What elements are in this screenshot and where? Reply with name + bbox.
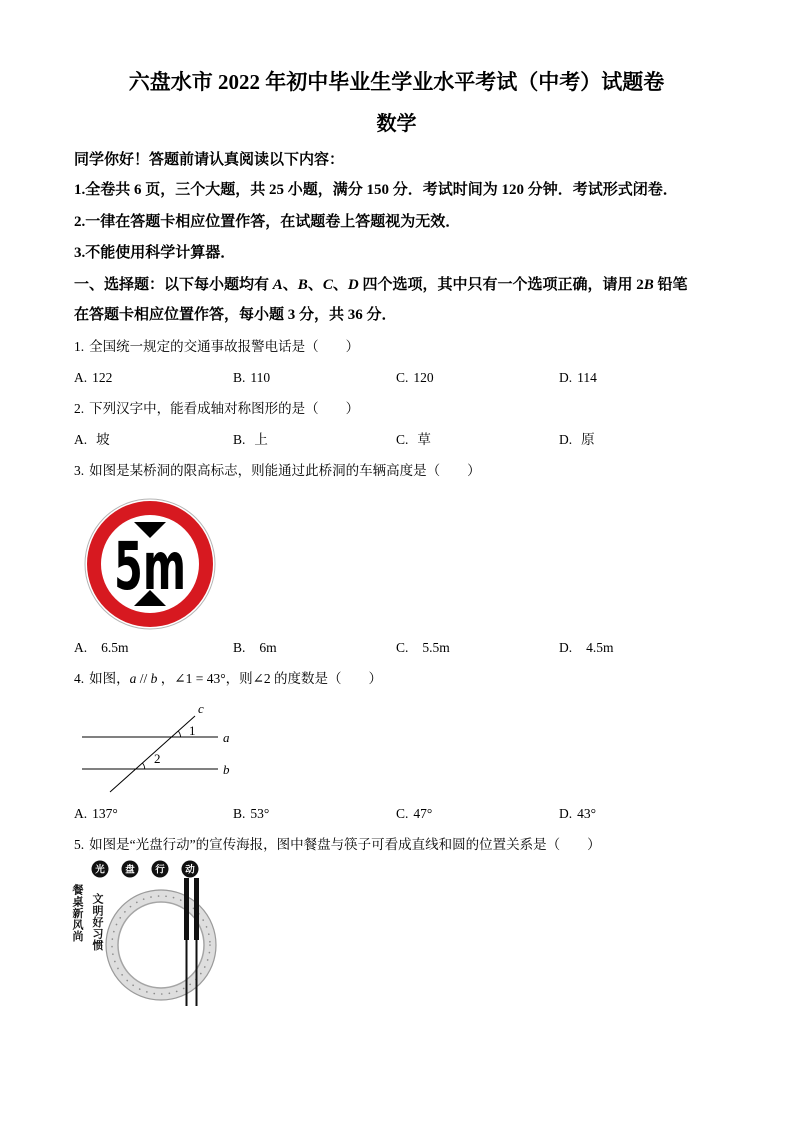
text-segment: 、 <box>282 277 298 293</box>
question-3-option-a <box>74 638 129 658</box>
instruction-item: 1.全卷共 6 页，三个大题，共 25 小题，满分 150 分．考试时间为 120 分钟．考试形式闭卷． <box>74 182 678 198</box>
badge-char: 行 <box>155 864 165 876</box>
question-text: 下列汉字中，能看成轴对称图形的是（ ） <box>89 401 360 416</box>
option-label: A. <box>74 806 88 821</box>
text-segment: 如图， <box>89 671 130 686</box>
question-3-option-b <box>233 638 277 658</box>
question-text <box>89 671 382 686</box>
question-1-option-b <box>233 368 270 388</box>
question-2-option-c <box>396 430 431 450</box>
option-text: 122 <box>92 370 113 385</box>
question-number: 4. <box>74 671 85 686</box>
question-3-stem <box>74 461 481 481</box>
option-label: A. <box>74 370 88 385</box>
question-2-option-d <box>559 430 595 450</box>
option-label: C. <box>396 370 409 385</box>
text-segment: 四个选项，其中只有一个选项正确，请用 2 <box>358 277 644 293</box>
italic-text-segment: b <box>150 671 158 686</box>
option-text: 草 <box>417 432 431 447</box>
option-text: 5.5m <box>422 640 450 655</box>
text-segment: 一、选择题：以下每小题均有 <box>74 277 273 293</box>
option-text: 110 <box>250 370 271 385</box>
option-text: 原 <box>581 432 595 447</box>
option-label: D. <box>559 806 573 821</box>
option-text: 6m <box>259 640 277 655</box>
question-number: 5. <box>74 837 85 852</box>
question-number: 3. <box>74 463 85 478</box>
option-label: C. <box>396 806 409 821</box>
option-label: B. <box>233 640 246 655</box>
option-label: D. <box>559 640 573 655</box>
option-label: D. <box>559 432 573 447</box>
option-text: 43° <box>577 806 597 821</box>
italic-text-segment: a <box>129 671 137 686</box>
question-2-option-a <box>74 430 110 450</box>
italic-text-segment: D <box>347 277 359 293</box>
option-label: C. <box>396 640 409 655</box>
badge-char: 盘 <box>125 864 135 876</box>
option-label: A. <box>74 640 88 655</box>
question-4-option-b <box>233 804 269 824</box>
line-c-label: c <box>198 701 204 716</box>
italic-text-segment: C <box>322 277 333 293</box>
text-segment: 铅笔 <box>653 277 688 293</box>
text-segment: 、 <box>307 277 323 293</box>
option-text: 137° <box>92 806 118 821</box>
option-text: 上 <box>254 432 268 447</box>
question-1-option-c <box>396 368 434 388</box>
plate-center <box>118 902 204 988</box>
italic-text-segment: B <box>643 277 654 293</box>
question-4-option-d <box>559 804 596 824</box>
line-c <box>110 716 195 792</box>
question-number: 2. <box>74 401 85 416</box>
section-heading-line-1 <box>74 275 688 295</box>
sign-height-text: 5m <box>114 528 186 605</box>
poster-left-slogan: 餐桌新风尚 <box>71 884 84 942</box>
question-text: 全国统一规定的交通事故报警电话是（ ） <box>89 339 360 354</box>
poster-right-slogan: 文明好习惯 <box>91 893 104 951</box>
section-heading-line-2: 在答题卡相应位置作答，每小题 3 分，共 36 分． <box>74 307 397 323</box>
text-segment: ∠1 = 43° <box>174 671 226 686</box>
chopstick-left-upper <box>184 878 189 940</box>
option-label: B. <box>233 806 246 821</box>
option-text: 114 <box>577 370 597 385</box>
angle-2-arc <box>142 763 144 769</box>
question-3-option-c <box>396 638 450 658</box>
instruction-item: 3.不能使用科学计算器． <box>74 245 236 261</box>
option-text: 6.5m <box>101 640 129 655</box>
instruction-item: 2.一律在答题卡相应位置作答，在试题卷上答题视为无效． <box>74 214 461 230</box>
option-label: D. <box>559 370 573 385</box>
question-1-option-a <box>74 368 112 388</box>
question-4-option-a <box>74 804 118 824</box>
question-1-stem <box>74 337 359 357</box>
text-segment: // <box>136 671 151 686</box>
text-segment: 、 <box>332 277 348 293</box>
option-label: B. <box>233 432 246 447</box>
instructions-greeting: 同学你好！答题前请认真阅读以下内容： <box>74 152 345 168</box>
badge-char: 光 <box>95 864 105 876</box>
question-5-stem <box>74 835 601 855</box>
parallel-lines-figure <box>70 700 240 800</box>
line-b-label: b <box>223 762 230 777</box>
option-text: 47° <box>413 806 433 821</box>
option-text: 4.5m <box>586 640 614 655</box>
question-text: 如图是某桥洞的限高标志，则能通过此桥洞的车辆高度是（ ） <box>89 463 481 478</box>
exam-title: 六盘水市 2022 年初中毕业生学业水平考试（中考）试题卷 <box>128 70 665 94</box>
height-limit-sign-figure <box>80 494 220 634</box>
option-label: B. <box>233 370 246 385</box>
question-4-stem <box>74 669 382 689</box>
angle-1-label: 1 <box>189 723 196 738</box>
subject-title: 数学 <box>376 113 417 135</box>
question-1-option-d <box>559 368 597 388</box>
text-segment: ， <box>157 671 175 686</box>
question-text: 如图是“光盘行动”的宣传海报，图中餐盘与筷子可看成直线和圆的位置关系是（ ） <box>89 837 601 852</box>
option-text: 坡 <box>96 432 110 447</box>
question-3-option-d <box>559 638 614 658</box>
question-number: 1. <box>74 339 85 354</box>
option-text: 120 <box>413 370 434 385</box>
italic-text-segment: A <box>272 277 283 293</box>
option-text: 53° <box>250 806 270 821</box>
italic-text-segment: B <box>297 277 308 293</box>
option-label: C. <box>396 432 409 447</box>
question-2-option-b <box>233 430 268 450</box>
text-segment: ，则∠2 的度数是（ ） <box>225 671 383 686</box>
question-4-option-c <box>396 804 432 824</box>
line-a-label: a <box>223 730 230 745</box>
chopstick-right-upper <box>194 878 199 940</box>
option-label: A. <box>74 432 88 447</box>
angle-1-arc <box>178 731 180 737</box>
question-2-stem <box>74 399 359 419</box>
angle-2-label: 2 <box>154 751 161 766</box>
badge-char: 动 <box>185 864 195 876</box>
